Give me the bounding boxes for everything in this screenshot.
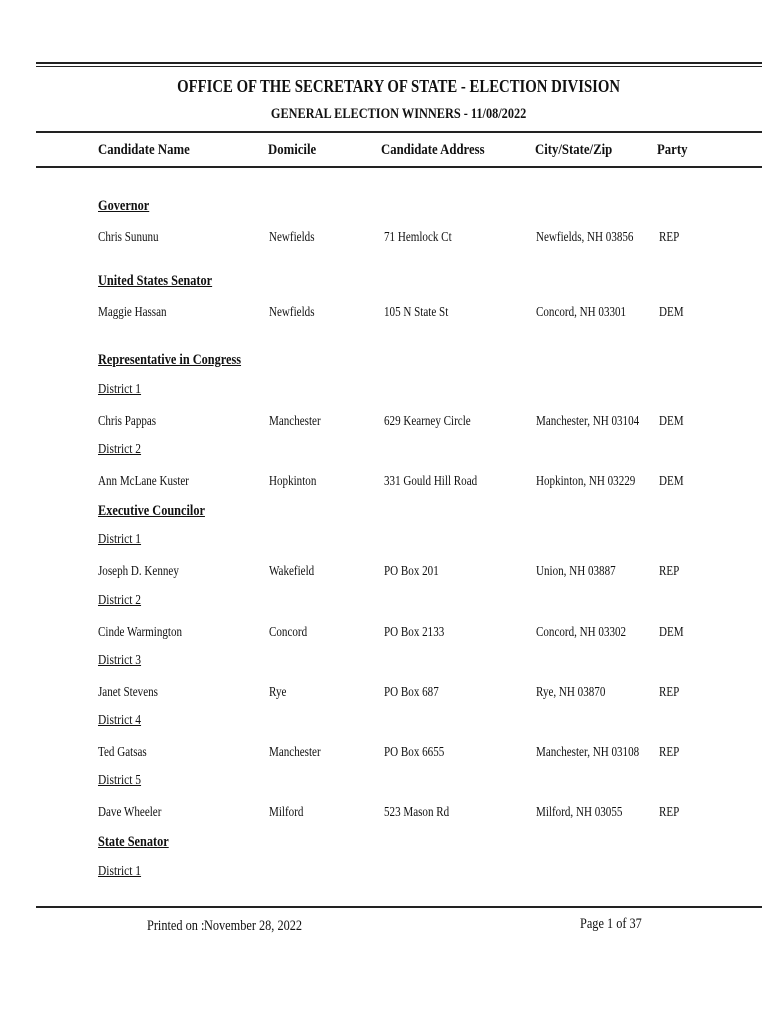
district-heading: District 2: [98, 442, 142, 457]
candidate-address: PO Box 6655: [384, 744, 445, 759]
district-heading: District 5: [98, 773, 142, 788]
candidate-party: REP: [659, 684, 680, 699]
candidate-address: PO Box 687: [384, 684, 439, 699]
candidate-domicile: Milford: [269, 804, 304, 819]
candidate-party: DEM: [659, 624, 684, 639]
candidate-party: REP: [659, 804, 680, 819]
office-heading: United States Senator: [98, 273, 213, 289]
header-top-rule: [36, 131, 762, 133]
candidate-domicile: Newfields: [269, 229, 315, 244]
candidate-city: Hopkinton, NH 03229: [536, 473, 636, 488]
candidate-name: Ted Gatsas: [98, 744, 147, 759]
candidate-city: Rye, NH 03870: [536, 684, 606, 699]
candidate-name: Joseph D. Kenney: [98, 563, 179, 578]
district-heading: District 2: [98, 593, 142, 608]
candidate-name: Janet Stevens: [98, 684, 158, 699]
page-number: Page 1 of 37: [580, 916, 642, 932]
candidate-name: Chris Sununu: [98, 229, 159, 244]
office-heading: Representative in Congress: [98, 352, 242, 368]
candidate-address: 523 Mason Rd: [384, 804, 450, 819]
top-rule: [36, 62, 762, 64]
candidate-domicile: Newfields: [269, 304, 315, 319]
candidate-domicile: Concord: [269, 624, 308, 639]
district-heading: District 3: [98, 653, 142, 668]
candidate-city: Manchester, NH 03104: [536, 413, 640, 428]
candidate-city: Concord, NH 03302: [536, 624, 627, 639]
candidate-name: Dave Wheeler: [98, 804, 162, 819]
candidate-name: Ann McLane Kuster: [98, 473, 189, 488]
office-heading: Governor: [98, 198, 150, 214]
candidate-city: Milford, NH 03055: [536, 804, 623, 819]
candidate-city: Manchester, NH 03108: [536, 744, 640, 759]
candidate-address: PO Box 201: [384, 563, 439, 578]
column-header-domicile: Domicile: [268, 142, 317, 158]
candidate-domicile: Hopkinton: [269, 473, 317, 488]
header-bottom-rule: [36, 166, 762, 168]
office-heading: Executive Councilor: [98, 503, 205, 519]
printed-on-label: Printed on :: [147, 918, 205, 934]
candidate-city: Newfields, NH 03856: [536, 229, 634, 244]
candidate-party: REP: [659, 744, 680, 759]
footer-rule: [36, 906, 762, 908]
district-heading: District 4: [98, 713, 142, 728]
top-rule-thin: [36, 66, 762, 67]
candidate-domicile: Manchester: [269, 744, 321, 759]
candidate-domicile: Wakefield: [269, 563, 315, 578]
candidate-party: DEM: [659, 304, 684, 319]
printed-on-date: November 28, 2022: [204, 918, 303, 934]
candidate-party: DEM: [659, 473, 684, 488]
column-header-candidate-address: Candidate Address: [381, 142, 485, 158]
candidate-name: Maggie Hassan: [98, 304, 167, 319]
candidate-domicile: Rye: [269, 684, 287, 699]
candidate-name: Chris Pappas: [98, 413, 157, 428]
district-heading: District 1: [98, 864, 142, 879]
candidate-name: Cinde Warmington: [98, 624, 183, 639]
candidate-party: DEM: [659, 413, 684, 428]
candidate-address: PO Box 2133: [384, 624, 445, 639]
candidate-address: 71 Hemlock Ct: [384, 229, 452, 244]
office-heading: State Senator: [98, 834, 169, 850]
candidate-domicile: Manchester: [269, 413, 321, 428]
candidate-address: 105 N State St: [384, 304, 449, 319]
candidate-city: Union, NH 03887: [536, 563, 616, 578]
column-header-candidate-name: Candidate Name: [98, 142, 190, 158]
column-header-party: Party: [657, 142, 688, 158]
candidate-city: Concord, NH 03301: [536, 304, 627, 319]
page-title: OFFICE OF THE SECRETARY OF STATE - ELECTION DIVISION: [177, 76, 621, 96]
district-heading: District 1: [98, 382, 142, 397]
page-subtitle: GENERAL ELECTION WINNERS - 11/08/2022: [270, 106, 527, 122]
candidate-party: REP: [659, 229, 680, 244]
candidate-address: 331 Gould Hill Road: [384, 473, 478, 488]
district-heading: District 1: [98, 532, 142, 547]
candidate-address: 629 Kearney Circle: [384, 413, 471, 428]
column-header-city-state-zip: City/State/Zip: [535, 142, 613, 158]
candidate-party: REP: [659, 563, 680, 578]
